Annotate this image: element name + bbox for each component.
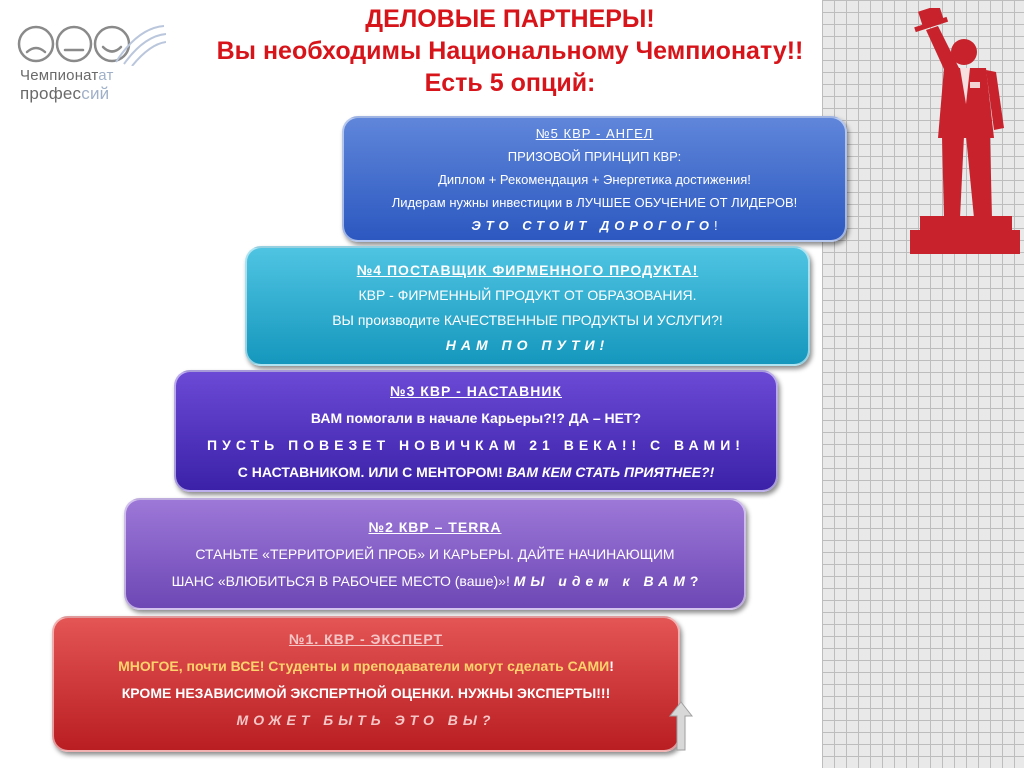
option-4-line-1: КВР - ФИРМЕННЫЙ ПРОДУКТ ОТ ОБРАЗОВАНИЯ. — [358, 287, 697, 303]
option-5-line-3: Лидерам нужны инвестиции в ЛУЧШЕЕ ОБУЧЕНИЕ ОТ ЛИДЕРОВ! — [391, 195, 798, 210]
option-2-line-1: СТАНЬТЕ «ТЕРРИТОРИЕЙ ПРОБ» И КАРЬЕРЫ. ДАЙТЕ НАЧИНАЮЩИМ — [195, 546, 675, 562]
option-5-heading: №5 КВР - АНГЕЛ — [535, 126, 654, 141]
option-4-heading: №4 ПОСТАВЩИК ФИРМЕННОГО ПРОДУКТА! — [356, 262, 699, 278]
option-4-supplier — [245, 246, 810, 366]
option-2-line-2: ШАНС «ВЛЮБИТЬСЯ В РАБОЧЕЕ МЕСТО (ваше)»! МЫ идем к ВАМ? — [171, 573, 699, 589]
option-3-heading: №3 КВР - НАСТАВНИК — [390, 383, 562, 399]
option-1-line-3: МОЖЕТ БЫТЬ ЭТО ВЫ? — [236, 712, 496, 728]
option-5-line-1: ПРИЗОВОЙ ПРИНЦИП КВР: — [507, 149, 682, 164]
option-4-line-3: НАМ ПО ПУТИ! — [445, 337, 610, 353]
option-2-terra — [124, 498, 746, 610]
logo-line-2: профессий — [20, 84, 110, 103]
arrow-up-icon — [668, 700, 694, 752]
option-4-line-2: ВЫ производите КАЧЕСТВЕННЫЕ ПРОДУКТЫ И УСЛУГИ?! — [332, 312, 723, 328]
title-line-3: Есть 5 опций: — [424, 69, 596, 97]
option-5-line-2: Диплом + Рекомендация + Энергетика достижения! — [438, 172, 751, 187]
option-1-line-2: КРОМЕ НЕЗАВИСИМОЙ ЭКСПЕРТНОЙ ОЦЕНКИ. НУЖНЫ ЭКСПЕРТЫ!!! — [121, 685, 611, 701]
option-2-heading: №2 КВР – TERRA — [368, 519, 502, 535]
option-3-line-3: С НАСТАВНИКОМ. ИЛИ С МЕНТОРОМ! ВАМ КЕМ СТАТЬ ПРИЯТНЕЕ?! — [237, 464, 715, 480]
page-title — [190, 3, 830, 99]
option-5-angel — [342, 116, 847, 242]
businessman-figure-icon — [890, 8, 1020, 258]
title-line-1: ДЕЛОВЫЕ ПАРТНЕРЫ! — [365, 5, 655, 33]
option-3-line-2: ПУСТЬ ПОВЕЗЕТ НОВИЧКАМ 21 ВЕКА!! С ВАМИ! — [207, 437, 745, 453]
option-1-expert — [52, 616, 680, 752]
title-line-2: Вы необходимы Национальному Чемпионату!! — [216, 37, 804, 65]
logo-line-1: Чемпионатат — [20, 67, 114, 84]
option-1-line-1: МНОГОЕ, почти ВСЕ! Студенты и преподаватели могут сделать САМИ! — [118, 658, 614, 674]
option-3-mentor — [174, 370, 778, 492]
option-5-line-4: ЭТО СТОИТ ДОРОГОГО! — [471, 218, 718, 233]
option-3-line-1: ВАМ помогали в начале Карьеры?!? ДА – НЕТ? — [310, 410, 642, 426]
option-1-heading: №1. КВР - ЭКСПЕРТ — [288, 631, 444, 647]
championship-logo — [14, 22, 164, 112]
logo-faces-icon — [16, 22, 166, 66]
